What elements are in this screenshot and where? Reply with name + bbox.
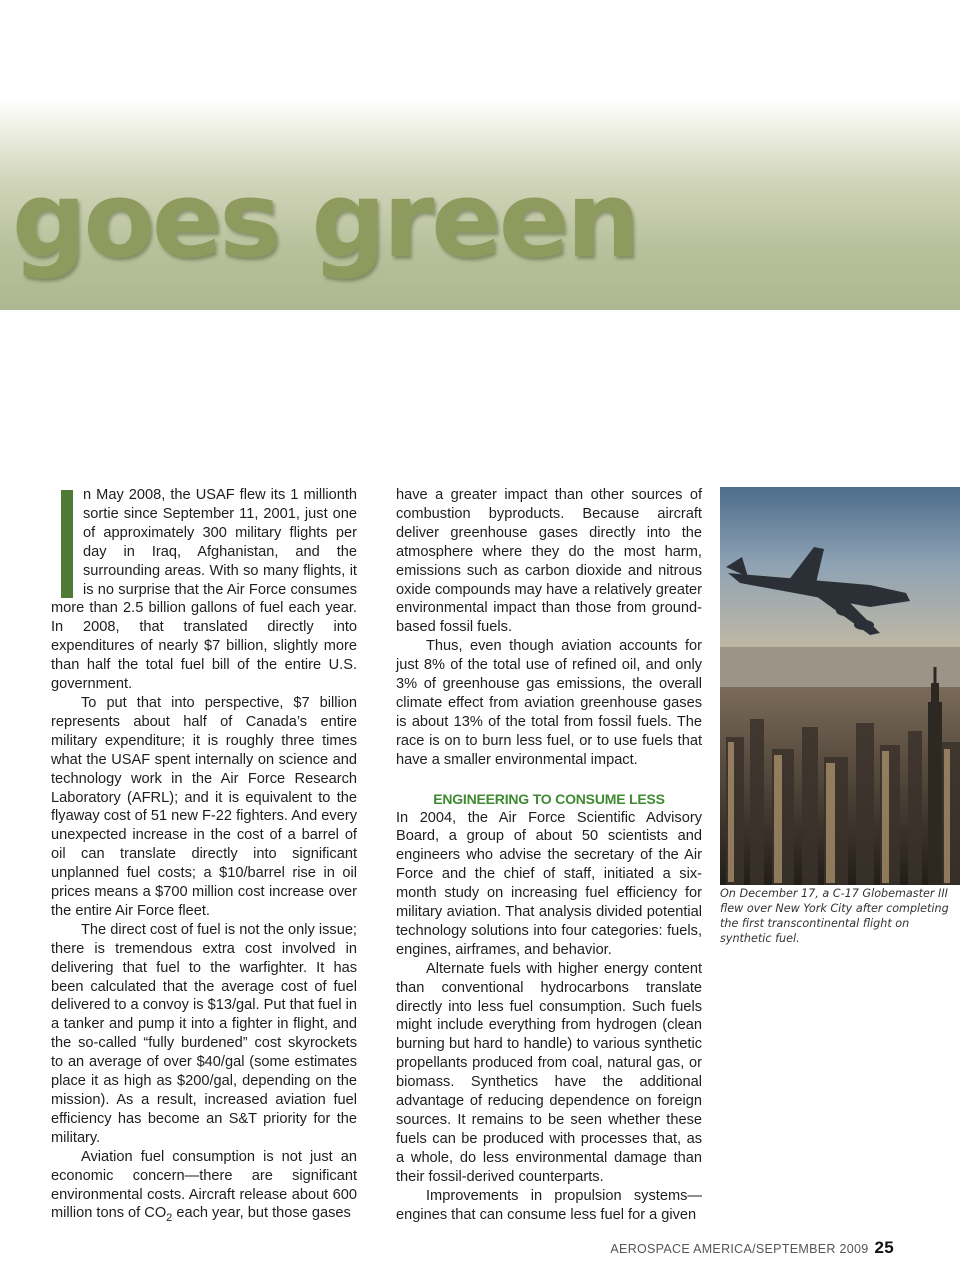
paragraph <box>51 1148 357 1224</box>
page-footer <box>610 1238 894 1258</box>
photo-caption: On December 17, a C-17 Globemaster III flew over New York City after completing the first transcontinental flight on synthetic fuel. <box>720 887 949 945</box>
article-title: goes green <box>12 159 638 281</box>
paragraph-text: Aviation fuel consumption is not just an economic concern—there are significant environmental costs. Aircraft release about 600 million tons of CO <box>51 1148 357 1222</box>
paragraph-text: each year, but those gases <box>172 1205 351 1222</box>
paragraph: Thus, even though aviation accounts for just 8% of the total use of refined oil, and only 3% of greenhouse gas emissions, the overall climate effect from aviation greenhouse gases is about 13% of the total from fossil fuels. The race is on to burn less fuel, or to use fuels that have a smaller environmental impact. <box>396 638 702 768</box>
paragraph: Improvements in propulsion systems—engines that can consume less fuel for a given <box>396 1187 702 1223</box>
paragraph: Alternate fuels with higher energy content than conventional hydrocarbons translate directly into less fuel consumption. Such fuels might include everything from hydrogen (clean burning but hard to handle) to various synthetic propellants produced from coal, natural gas, or biomass. Synthetics have the additional advantage of reducing dependence on foreign sources. It remains to be seen whether these fuels can be produced with processes that, as a whole, do less environmental damage than their fossil-derived counterparts. <box>396 960 702 1185</box>
drop-cap <box>61 490 73 598</box>
page-number: 25 <box>874 1238 894 1257</box>
publication-line: AEROSPACE AMERICA/SEPTEMBER 2009 <box>610 1242 869 1256</box>
text-column-1 <box>51 486 357 1223</box>
section-heading: ENGINEERING TO CONSUME LESS <box>433 790 665 807</box>
paragraph: In 2004, the Air Force Scientific Advisory Board, a group of about 50 scientists and engineers who advise the secretary of the Air Force and the chief of staff, initiated a six-month study on increasing fuel efficiency for military aviation. That analysis divided potential technology solutions into four categories: fuels, engines, airframes, and behavior. <box>396 809 702 958</box>
paragraph: The direct cost of fuel is not the only issue; there is tremendous extra cost involved in delivering that fuel to the warfighter. It has been calculated that the average cost of fuel delivered to a convoy is $13/gal. Put that fuel in a tanker and pump it into a fighter in flight, and the so-called “fully burdened” cost skyrockets to an average of over $40/gal (some estimates place it as high as $200/gal, depending on the mission). As a result, increased aviation fuel efficiency has become an S&T priority for the military. <box>51 921 357 1146</box>
photo-illustration <box>720 487 960 885</box>
paragraph-text: n May 2008, the USAF flew its 1 millionth sortie since September 11, 2001, just one of approximately 300 military flights per day in Iraq, Afghanistan, and the surrounding areas. With so many flights, it is no surprise that the Air Force consumes more than 2.5 billion gallons of fuel each year. In 2008, that translated directly into expenditures of nearly $7 billion, slightly more than half the total fuel bill of the entire U.S. government. <box>51 487 357 693</box>
text-column-2 <box>396 486 702 1224</box>
subscript: 2 <box>166 1212 173 1225</box>
paragraph <box>51 486 357 694</box>
aircraft-over-city-photo <box>720 487 960 885</box>
paragraph: have a greater impact than other sources of combustion byproducts. Because aircraft deliver greenhouse gases directly into the atmosphere where they do the most harm, emissions such as carbon dioxide and nitrous oxide compounds may have a relatively greater environmental impact than those from ground-based fossil fuels. <box>396 487 702 636</box>
paragraph: To put that into perspective, $7 billion represents about half of Canada’s entire military expenditure; it is roughly three times what the USAF spent internally on science and technology work in the Air Force Research Laboratory (AFRL); and it is equivalent to the flyaway cost of 51 new F-22 fighters. And every unexpected increase in the cost of a barrel of oil can translate directly into significant unplanned fuel costs; a $10/barrel rise in oil prices means a $700 million cost increase over the entire Air Force fleet. <box>51 694 357 919</box>
